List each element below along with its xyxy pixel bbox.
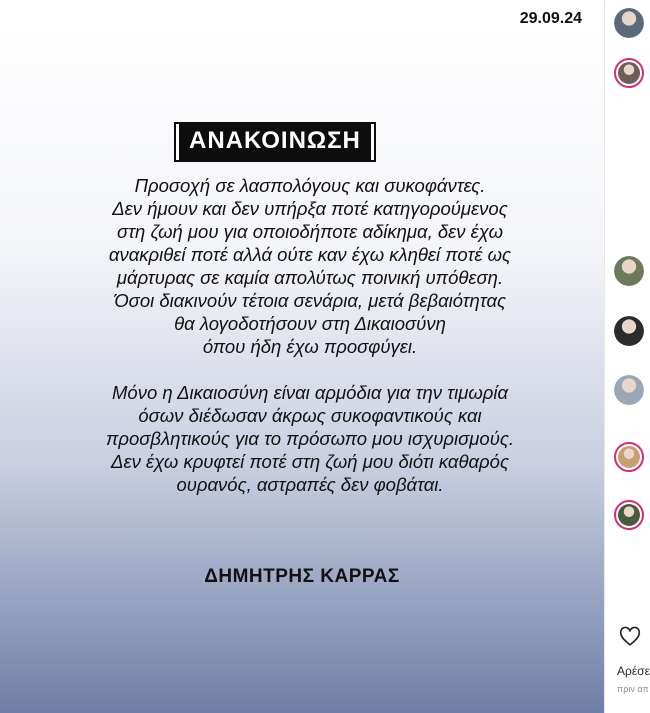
body-line: μάρτυρας σε καμία απολύτως ποινική υπόθεση. — [116, 267, 504, 288]
avatar[interactable] — [614, 375, 644, 405]
announcement-title: ΑΝΑΚΟΙΝΩΣΗ — [176, 124, 374, 160]
body-line: ουρανός, αστραπές δεν φοβάται. — [176, 474, 444, 495]
body-line: Δεν ήμουν και δεν υπήρξα ποτέ κατηγορούμενος — [112, 198, 508, 219]
body-line: όπου ήδη έχω προσφύγει. — [202, 336, 418, 357]
post-date: 29.09.24 — [519, 10, 582, 27]
body-line: θα λογοδοτήσουν στη Δικαιοσύνη — [174, 313, 446, 334]
body-line: Προσοχή σε λασπολόγους και συκοφάντες. — [134, 175, 486, 196]
avatar-image — [618, 504, 640, 526]
body-line: όσων διέδωσαν άκρως συκοφαντικούς και — [138, 405, 482, 426]
comments-sidebar — [604, 0, 650, 713]
body-line: προσβλητικούς για το πρόσωπο μου ισχυρισμούς. — [105, 428, 515, 449]
heart-icon[interactable] — [619, 626, 641, 648]
body-line: Όσοι διακινούν τέτοια σενάρια, μετά βεβαιότητας — [113, 290, 507, 311]
likes-label[interactable]: Αρέσε — [617, 664, 650, 678]
body-line: ανακριθεί ποτέ αλλά ούτε καν έχω κληθεί ποτέ ως — [108, 244, 512, 265]
body-line: στη ζωή μου για οποιοδήποτε αδίκημα, δεν έχω — [116, 221, 504, 242]
avatar-image — [618, 446, 640, 468]
avatar[interactable] — [614, 500, 644, 530]
avatar[interactable] — [614, 8, 644, 38]
avatar[interactable] — [614, 256, 644, 286]
avatar[interactable] — [614, 316, 644, 346]
announcement-body — [30, 174, 590, 496]
body-line: Δεν έχω κρυφτεί ποτέ στη ζωή μου διότι καθαρός — [111, 451, 509, 472]
avatar[interactable] — [614, 442, 644, 472]
avatar-image — [614, 375, 644, 405]
avatar-image — [614, 8, 644, 38]
body-line: Μόνο η Δικαιοσύνη είναι αρμόδια για την τιμωρία — [112, 382, 508, 403]
avatar-image — [618, 62, 640, 84]
post-time-label: πριν απ — [617, 684, 649, 694]
signature: ΔΗΜΗΤΡΗΣ ΚΑΡΡΑΣ — [204, 566, 400, 587]
avatar-image — [614, 256, 644, 286]
avatar-image — [614, 316, 644, 346]
paragraph-gap — [30, 358, 590, 381]
avatar[interactable] — [614, 58, 644, 88]
